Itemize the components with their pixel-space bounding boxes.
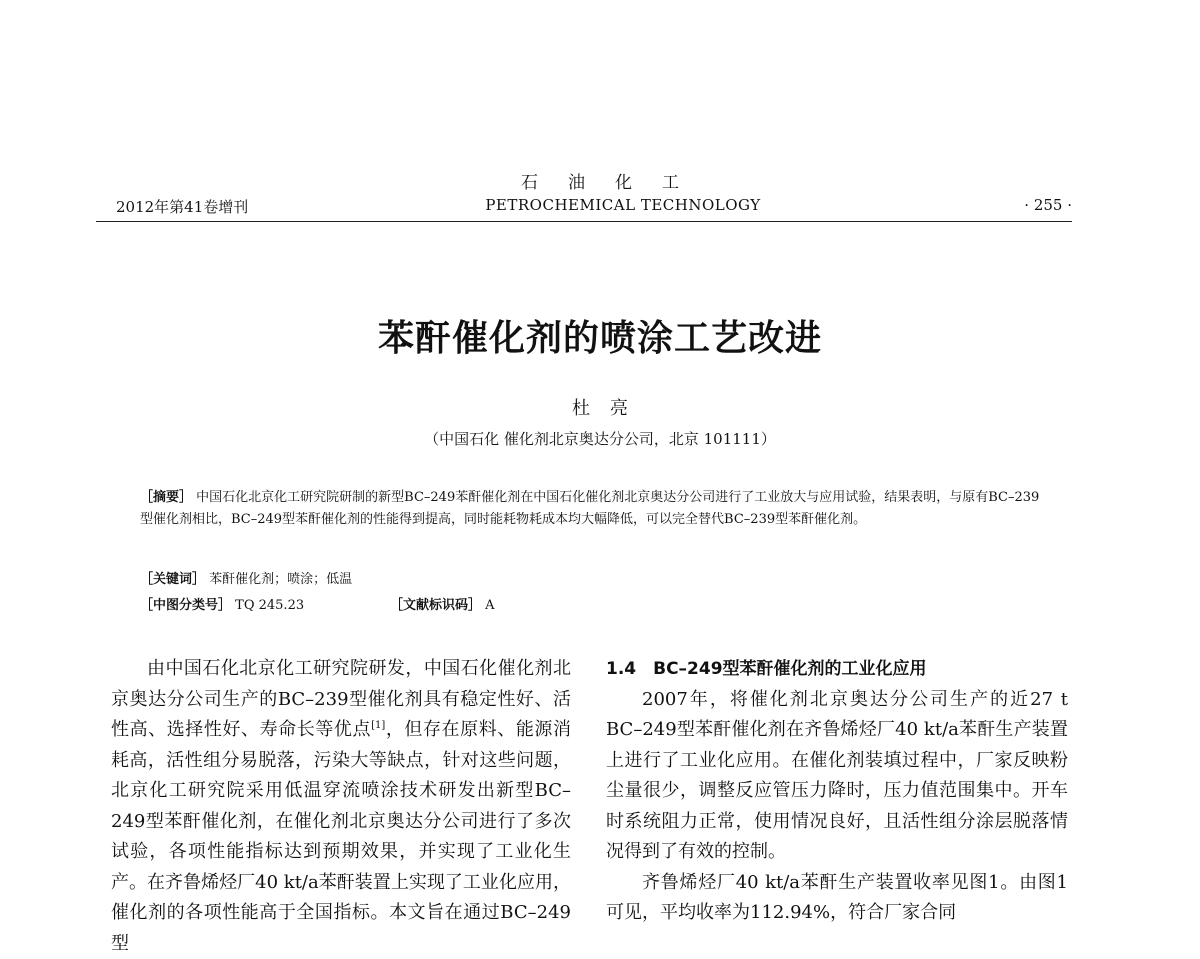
document-code-line [390, 594, 495, 613]
keywords-label: ［关键词］ [140, 572, 206, 587]
abstract-block [140, 487, 1040, 530]
intro-text-part1: 由中国石化北京化工研究院研发，中国石化催化剂北京奥达分公司生产的BC–239型催化剂具有稳定性好、活性高、选择性好、寿命长等优点 [111, 658, 571, 740]
article-title: 苯酐催化剂的喷涂工艺改进 [377, 318, 822, 359]
author-name: 杜亮 [572, 398, 648, 419]
intro-paragraph [111, 654, 571, 959]
section-paragraph-2: 齐鲁烯烃厂40 kt/a苯酐生产装置收率见图1。由图1可见，平均收率为112.94%，符合厂家合同 [606, 871, 1068, 923]
classification-label: ［中图分类号］ [140, 598, 232, 613]
section-heading: 1.4 BC–249型苯酐催化剂的工业化应用 [606, 659, 927, 679]
body-right-column [606, 654, 1068, 929]
journal-title-en: PETROCHEMICAL TECHNOLOGY [485, 196, 761, 214]
header-rule [96, 221, 1072, 222]
citation-ref: [1] [371, 720, 386, 731]
classification-value: TQ 245.23 [235, 598, 305, 613]
document-code-label: ［文献标识码］ [390, 598, 482, 613]
keywords-text: 苯酐催化剂；喷涂；低温 [209, 572, 353, 587]
abstract-label: ［摘要］ [140, 490, 193, 505]
issue-info: 2012年第41卷增刊 [116, 198, 249, 216]
page-number: · 255 · [1024, 196, 1072, 214]
body-left-column [111, 654, 571, 959]
affiliation: （中国石化 催化剂北京奥达分公司，北京 101111） [424, 430, 776, 448]
classification-line [140, 594, 304, 613]
intro-text-part2: ，但存在原料、能源消耗高，活性组分易脱落，污染大等缺点，针对这些问题，北京化工研究院采用低温穿流喷涂技术研发出新型BC–249型苯酐催化剂，在催化剂北京奥达分公司进行了多次试验，各项性能指标达到预期效果，并实现了工业化生产。在齐鲁烯烃厂40 kt/a苯酐装置上实现了工业化应用，催化剂的各项性能高于全国指标。本文旨在通过BC–249型 [111, 719, 572, 954]
section-paragraph-1: 2007年，将催化剂北京奥达分公司生产的近27 t BC–249型苯酐催化剂在齐鲁烯烃厂40 kt/a苯酐生产装置上进行了工业化应用。在催化剂装填过程中，厂家反映粉尘量很少，调整反应管压力降时，压力值范围集中。开车时系统阻力正常，使用情况良好，且活性组分涂层脱落情况得到了有效的控制。 [606, 688, 1068, 862]
abstract-text: 中国石化北京化工研究院研制的新型BC–249苯酐催化剂在中国石化催化剂北京奥达分公司进行了工业放大与应用试验，结果表明，与原有BC–239型催化剂相比，BC–249型苯酐催化剂的性能得到提高，同时能耗物耗成本均大幅降低，可以完全替代BC–239型苯酐催化剂。 [140, 490, 1040, 527]
document-code-value: A [485, 598, 495, 613]
journal-title-cn: 石油化工 [521, 173, 709, 193]
keywords-line [140, 568, 352, 587]
